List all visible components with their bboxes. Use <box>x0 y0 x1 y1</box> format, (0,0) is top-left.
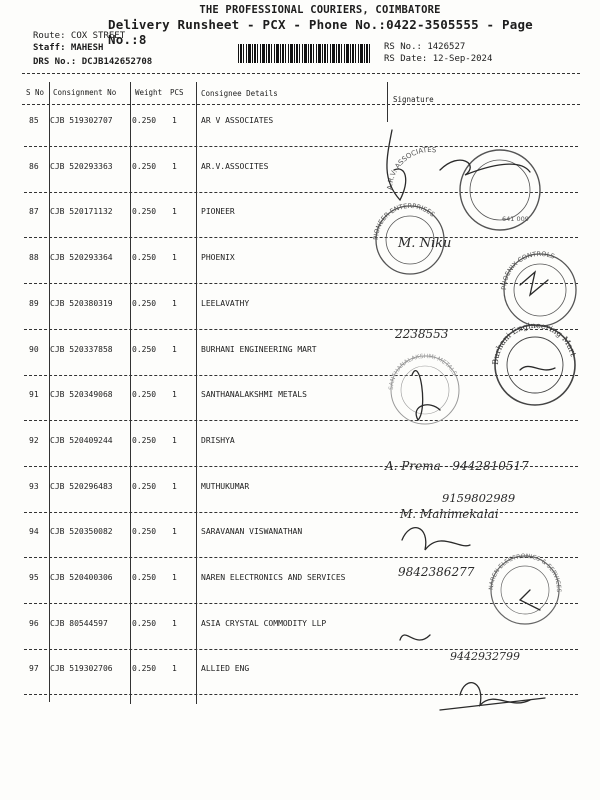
row-pcs: 1 <box>172 435 177 445</box>
row-sno: 95 <box>29 573 39 582</box>
drishya-handwritten-sign: A. Prema - 9442810517 <box>385 459 529 473</box>
row-weight: 0.250 <box>132 618 157 628</box>
row-consignee: ALLIED ENG <box>201 664 250 674</box>
row-consignment: CJB 520293363 <box>50 161 113 171</box>
row-pcs: 1 <box>172 207 177 217</box>
row-consignment: CJB 520380319 <box>50 298 113 308</box>
staff-label: Staff: MAHESH <box>33 43 104 53</box>
signatures-layer <box>370 120 600 720</box>
row-consignment: CJB 519302707 <box>50 116 113 125</box>
col-consignment: Consignment No <box>53 88 117 97</box>
naren-stamp-text: NAREN ELECTRONICS & SERVICES <box>487 552 563 593</box>
row-sno: 97 <box>29 664 39 674</box>
row-consignee: BURHANI ENGINEERING MART <box>201 344 317 354</box>
row-pcs: 1 <box>172 344 177 354</box>
row-sno: 96 <box>29 618 39 628</box>
row-pcs: 1 <box>172 116 177 125</box>
row-consignee: LEELAVATHY <box>201 298 250 308</box>
row-consignee: MUTHUKUMAR <box>201 481 250 491</box>
rs-date: RS Date: 12-Sep-2024 <box>384 54 493 64</box>
row-weight: 0.250 <box>132 298 157 308</box>
row-consignment: CJB 520400306 <box>50 573 113 582</box>
row-consignment: CJB 520293364 <box>50 253 113 263</box>
row-pcs: 1 <box>172 527 177 537</box>
row-consignment: CJB 520296483 <box>50 481 113 491</box>
row-pcs: 1 <box>172 298 177 308</box>
phoenix-stamp-text: PHOENIX CONTROLS <box>499 249 556 291</box>
header-bottom-rule <box>22 104 580 105</box>
row-consignment: CJB 520349068 <box>50 390 113 400</box>
row-sno: 86 <box>29 161 39 171</box>
row-sno: 91 <box>29 390 39 400</box>
row-consignee: PIONEER <box>201 207 235 217</box>
row-pcs: 1 <box>172 390 177 400</box>
muthukumar-handwritten-phone: 9159802989 <box>442 491 516 505</box>
col-signature: Signature <box>393 95 434 104</box>
runsheet-subtitle: Delivery Runsheet - PCX - Phone No.:0422-3505555 - Page No.:8 <box>108 17 533 47</box>
row-pcs: 1 <box>172 253 177 263</box>
row-weight: 0.250 <box>132 253 157 263</box>
row-weight: 0.250 <box>132 344 157 354</box>
row-consignment: CJB 520350082 <box>50 527 113 537</box>
row-pcs: 1 <box>172 618 177 628</box>
pioneer-stamp-text: PIONEER ENTERPRISES <box>371 201 437 241</box>
row-weight: 0.250 <box>132 390 157 400</box>
col-sno: S No <box>26 88 45 97</box>
row-consignment: CJB 80544597 <box>50 618 108 628</box>
row-consignee: SANTHANALAKSHMI METALS <box>201 390 307 400</box>
row-consignee: ASIA CRYSTAL COMMODITY LLP <box>201 618 327 628</box>
muthukumar-handwritten-sign: M. Mahimekalai <box>400 507 499 521</box>
barcode-icon <box>238 44 372 63</box>
row-consignment: CJB 520409244 <box>50 435 113 445</box>
burhani-stamp-text: Burhani Engineering Mart <box>490 320 578 366</box>
row-consignment: CJB 519302706 <box>50 664 113 674</box>
row-sno: 93 <box>29 481 39 491</box>
route-label: Route: COX STREET <box>33 31 126 41</box>
row-weight: 0.250 <box>132 207 157 217</box>
row-sno: 94 <box>29 527 39 537</box>
col-consignee: Consignee Details <box>201 89 278 98</box>
pioneer-handwritten-sign: M. Niku <box>398 236 452 251</box>
row-consignee: DRISHYA <box>201 435 235 445</box>
row-sno: 88 <box>29 253 39 263</box>
row-weight: 0.250 <box>132 527 157 537</box>
col-pcs: PCS <box>170 88 184 97</box>
row-consignee: AR V ASSOCIATES <box>201 116 274 125</box>
col-weight: Weight <box>135 88 163 97</box>
row-weight: 0.250 <box>132 161 157 171</box>
asia-handwritten-phone: 9442932799 <box>450 650 520 663</box>
row-pcs: 1 <box>172 664 177 674</box>
saravanan-handwritten-phone: 9842386277 <box>398 565 475 579</box>
row-weight: 0.250 <box>132 664 157 674</box>
drs-number: DRS No.: DCJB142652708 <box>33 57 153 67</box>
row-weight: 0.250 <box>132 116 157 125</box>
row-pcs: 1 <box>172 161 177 171</box>
row-consignment: CJB 520171132 <box>50 207 113 217</box>
leelavathy-handwritten-phone: 2238553 <box>395 327 449 341</box>
row-consignee: SARAVANAN VISWANATHAN <box>201 527 303 537</box>
row-consignment: CJB 520337858 <box>50 344 113 354</box>
row-consignee: AR.V.ASSOCITES <box>201 161 269 171</box>
rs-number: RS No.: 1426527 <box>384 42 466 52</box>
row-consignee: PHOENIX <box>201 253 235 263</box>
company-title: THE PROFESSIONAL COURIERS, COIMBATORE <box>199 4 441 16</box>
row-sno: 85 <box>29 116 39 125</box>
header-top-rule <box>22 73 580 74</box>
pioneer-stamp-code: 641 009 <box>502 215 529 223</box>
row-consignee: NAREN ELECTRONICS AND SERVICES <box>201 573 346 582</box>
row-weight: 0.250 <box>132 573 157 582</box>
row-sno: 92 <box>29 435 39 445</box>
row-sno: 90 <box>29 344 39 354</box>
arv-stamp-text: A.R.V. ASSOCIATES <box>385 145 437 191</box>
row-sno: 87 <box>29 207 39 217</box>
row-pcs: 1 <box>172 573 177 582</box>
santhana-stamp-text: SANTHANALAKSHMI METALS <box>387 352 459 391</box>
row-sno: 89 <box>29 298 39 308</box>
row-weight: 0.250 <box>132 435 157 445</box>
row-pcs: 1 <box>172 481 177 491</box>
row-weight: 0.250 <box>132 481 157 491</box>
